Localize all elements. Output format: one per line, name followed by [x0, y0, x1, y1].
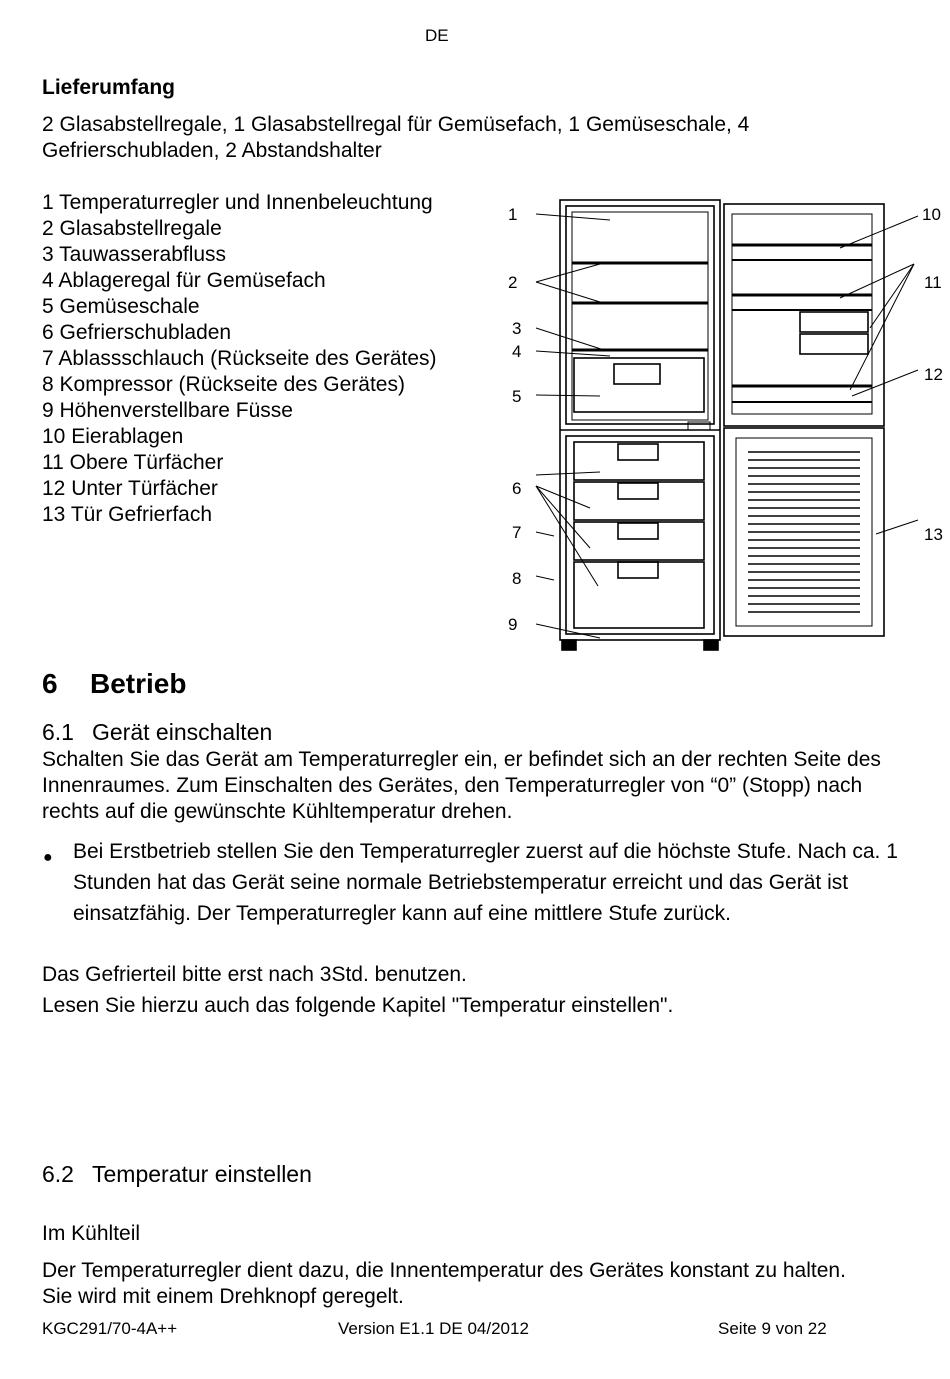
language-code: DE — [425, 26, 449, 45]
freezer-compartment — [566, 436, 714, 634]
part-item: 5 Gemüseschale — [42, 295, 200, 318]
footer-model: KGC291/70-4A++ — [42, 1319, 178, 1338]
footer-page: Seite 9 von 22 — [718, 1319, 827, 1338]
scope-heading: Lieferumfang — [42, 76, 176, 99]
bullet-icon: ● — [43, 849, 53, 866]
part-item: 7 Ablassschlauch (Rückseite des Gerätes) — [42, 347, 437, 370]
subsection-title: Gerät einschalten — [92, 719, 273, 745]
part-item: 12 Unter Türfächer — [42, 477, 218, 500]
part-item: 2 Glasabstellregale — [42, 217, 222, 240]
freezer-door-vents — [748, 452, 860, 612]
freezer-drawer — [574, 482, 704, 520]
adjustable-foot — [704, 640, 718, 650]
adjustable-foot — [562, 640, 576, 650]
paragraph: Der Temperaturregler dient dazu, die Innentemperatur des Gerätes konstant zu halten. Sie wird mit einem Drehknopf geregelt. — [42, 1259, 846, 1308]
footer-version: Version E1.1 DE 04/2012 — [338, 1319, 529, 1338]
callout-label: 3 — [512, 319, 522, 338]
scope-text: 2 Glasabstellregale, 1 Glasabstellregal für Gemüsefach, 1 Gemüseschale, 4 Gefrierschubladen, 2 Abstandshalter — [42, 113, 750, 162]
crisper-handle — [614, 364, 660, 384]
note-text: Lesen Sie hierzu auch das folgende Kapitel "Temperatur einstellen". — [42, 994, 674, 1017]
subsection-number: 6.1 — [42, 719, 74, 745]
callout-label: 11 — [924, 273, 942, 292]
fridge-diagram — [500, 190, 950, 660]
fridge-liner — [572, 212, 708, 420]
section-heading — [42, 668, 186, 700]
part-item: 8 Kompressor (Rückseite des Gerätes) — [42, 373, 405, 396]
subsection-number: 6.2 — [42, 1161, 74, 1187]
parts-list — [42, 190, 437, 528]
part-item: 13 Tür Gefrierfach — [42, 503, 213, 526]
freezer-drawer — [574, 442, 704, 480]
subsection-heading — [42, 719, 272, 746]
vegetable-crisper — [574, 358, 704, 412]
callout-label: 6 — [512, 479, 522, 498]
freezer-drawer — [574, 522, 704, 560]
callout-label: 13 — [924, 525, 943, 544]
callout-label: 12 — [924, 365, 943, 384]
freezer-drawer — [574, 562, 704, 628]
bullet-text: Bei Erstbetrieb stellen Sie den Temperaturregler zuerst auf die höchste Stufe. Nach ca. 1 Stunden hat das Gerät seine normale Betriebstemperatur erreicht und das Gerät ist einsatzfähig. Der Temperaturregler kann auf eine mittlere Stufe zurück. — [73, 840, 898, 925]
callout-label: 7 — [512, 523, 522, 542]
callout-label: 8 — [512, 569, 522, 588]
section-number: 6 — [42, 668, 58, 699]
note-text: Das Gefrierteil bitte erst nach 3Std. benutzen. — [42, 963, 467, 986]
subheading: Im Kühlteil — [42, 1222, 141, 1245]
part-item: 4 Ablageregal für Gemüsefach — [42, 269, 326, 292]
section-title: Betrieb — [90, 668, 187, 699]
callout-label: 2 — [508, 273, 518, 292]
subsection-title: Temperatur einstellen — [92, 1161, 312, 1187]
subsection-heading — [42, 1161, 312, 1188]
part-item: 6 Gefrierschubladen — [42, 321, 232, 344]
callout-label: 1 — [508, 205, 518, 224]
callout-label: 4 — [512, 342, 522, 361]
fridge-compartment — [566, 206, 714, 424]
callout-label: 9 — [508, 615, 518, 634]
part-item: 3 Tauwasserabfluss — [42, 243, 227, 266]
part-item: 11 Obere Türfächer — [42, 451, 224, 474]
callout-label: 5 — [512, 387, 522, 406]
part-item: 10 Eierablagen — [42, 425, 184, 448]
part-item: 1 Temperaturregler und Innenbeleuchtung — [42, 191, 433, 214]
callout-label: 10 — [922, 205, 941, 224]
part-item: 9 Höhenverstellbare Füsse — [42, 399, 293, 422]
paragraph: Schalten Sie das Gerät am Temperaturregler ein, er befindet sich an der rechten Seite des Innenraumes. Zum Einschalten des Gerätes, den Temperaturregler von “0” (Stopp) nach rechts auf die gewünschte Kühltemperatur drehen. — [42, 748, 881, 823]
